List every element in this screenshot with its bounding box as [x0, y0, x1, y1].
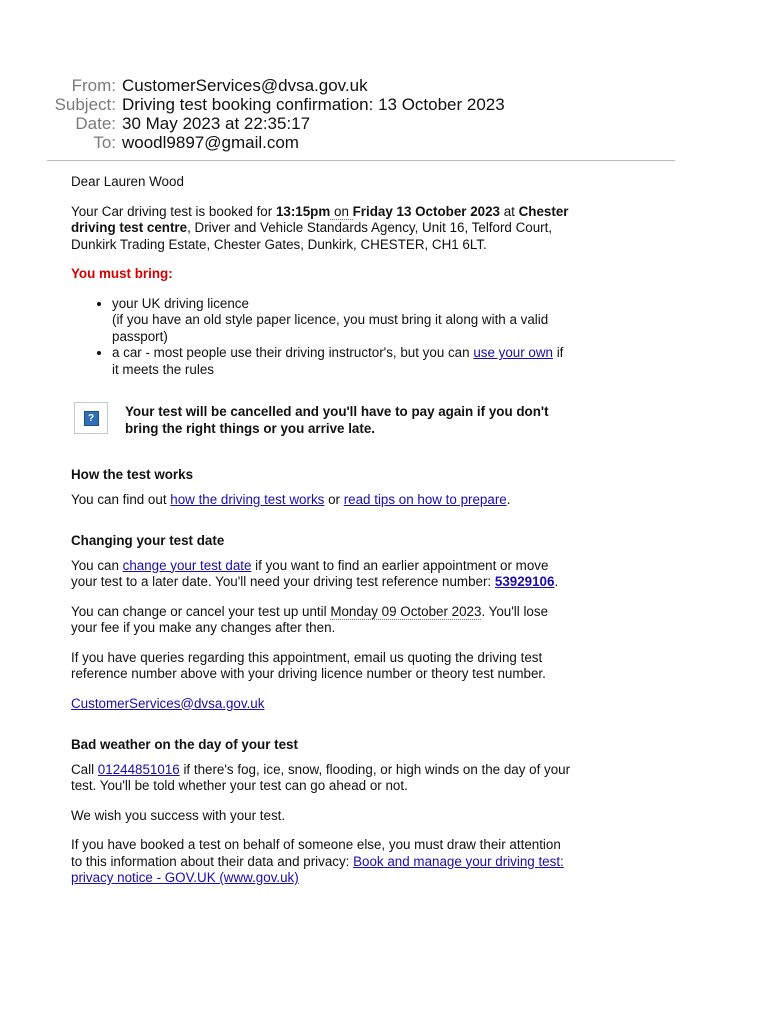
list-item: [112, 296, 571, 346]
booking-paragraph: [71, 204, 571, 254]
subject-row: [0, 95, 700, 114]
from-label: From:: [71, 76, 116, 95]
change-text-end: .: [554, 574, 559, 589]
change-test-date-link[interactable]: change your test date: [122, 557, 252, 573]
cancel-date: Monday 09 October 2023: [330, 603, 482, 619]
to-value[interactable]: woodl9897@gmail.com: [122, 133, 299, 152]
booking-intro: Your Car driving test is booked for: [71, 203, 276, 219]
from-row: [0, 76, 700, 95]
car-suffix: if it meets the rules: [112, 345, 564, 377]
spacer: [71, 521, 571, 533]
how-paragraph: [71, 492, 571, 509]
change-paragraph: [71, 558, 571, 591]
booking-on: on: [330, 203, 353, 219]
booking-time: 13:15pm: [275, 203, 331, 219]
booking-at: at: [500, 203, 519, 219]
bring-list: [71, 296, 571, 379]
question-icon: ?: [84, 411, 99, 426]
how-text-end: .: [506, 491, 511, 507]
header-divider: [47, 160, 675, 161]
warning-icon-frame: [74, 402, 108, 434]
phone-link[interactable]: 01244851016: [97, 761, 180, 777]
booking-centre: Chester driving test centre: [71, 203, 569, 235]
weather-paragraph: [71, 762, 571, 795]
contact-paragraph: [71, 696, 571, 713]
date-label: Date:: [75, 114, 116, 133]
booking-date: Friday 13 October 2023: [352, 203, 500, 219]
privacy-notice-link[interactable]: Book and manage your driving test: privacy notice - GOV.UK (www.gov.uk): [71, 853, 564, 885]
list-item: [112, 345, 571, 378]
to-label: To:: [93, 133, 116, 152]
weather-text: Call: [71, 761, 98, 777]
success-paragraph: We wish you success with your test.: [71, 807, 286, 823]
subject-label: Subject:: [54, 95, 116, 114]
cancel-paragraph: [71, 604, 571, 637]
cancel-text-2: . You'll lose your fee if you make any changes after then.: [71, 603, 549, 635]
change-text-2: if you want to find an earlier appointment or move your test to a later date. You'll need your driving test reference number:: [71, 557, 549, 589]
use-your-own-link[interactable]: use your own: [473, 345, 553, 360]
warning-callout: [71, 404, 571, 437]
contact-email-link[interactable]: CustomerServices@dvsa.gov.uk: [71, 695, 265, 711]
how-test-works-link[interactable]: how the driving test works: [170, 491, 325, 507]
how-text-or: or: [324, 491, 344, 507]
to-row: [0, 133, 700, 152]
from-value[interactable]: CustomerServices@dvsa.gov.uk: [122, 76, 368, 95]
booking-address: , Driver and Vehicle Standards Agency, Unit 16, Telford Court, Dunkirk Trading Estate, Chester Gates, Dunkirk, CHESTER, CH1 6LT.: [71, 220, 553, 252]
greeting: Dear Lauren Wood: [71, 174, 184, 189]
date-row: [0, 114, 700, 133]
privacy-text: If you have booked a test on behalf of someone else, you must draw their attention to this information about their data and privacy:: [71, 837, 561, 869]
change-heading: Changing your test date: [71, 533, 225, 548]
warning-text: Your test will be cancelled and you'll have to pay again if you don't bring the right things or you arrive late.: [125, 404, 549, 436]
queries-paragraph: If you have queries regarding this appointment, email us quoting the driving test reference number above with your driving licence number or theory test number.: [71, 649, 546, 681]
weather-heading: Bad weather on the day of your test: [71, 737, 298, 752]
email-body: [71, 174, 571, 900]
change-text: You can: [71, 557, 123, 573]
how-heading: How the test works: [71, 467, 194, 482]
licence-line1: your UK driving licence: [112, 295, 249, 311]
spacer: [71, 725, 571, 737]
licence-line2: (if you have an old style paper licence, you must bring it along with a valid passport): [112, 312, 549, 344]
privacy-paragraph: [71, 837, 571, 887]
must-bring-heading: You must bring:: [71, 266, 173, 281]
cancel-text: You can change or cancel your test up until: [71, 603, 331, 619]
weather-text-2: if there's fog, ice, snow, flooding, or high winds on the day of your test. You'll be told whether your test can go ahead or not.: [71, 761, 571, 793]
reference-number-link[interactable]: 53929106: [494, 574, 555, 589]
subject-value: Driving test booking confirmation: 13 October 2023: [122, 95, 505, 114]
date-value: 30 May 2023 at 22:35:17: [122, 114, 311, 133]
tips-link[interactable]: read tips on how to prepare: [343, 491, 507, 507]
email-header: [0, 76, 700, 152]
how-text: You can find out: [71, 491, 171, 507]
car-text: a car - most people use their driving instructor's, but you can: [112, 345, 474, 360]
